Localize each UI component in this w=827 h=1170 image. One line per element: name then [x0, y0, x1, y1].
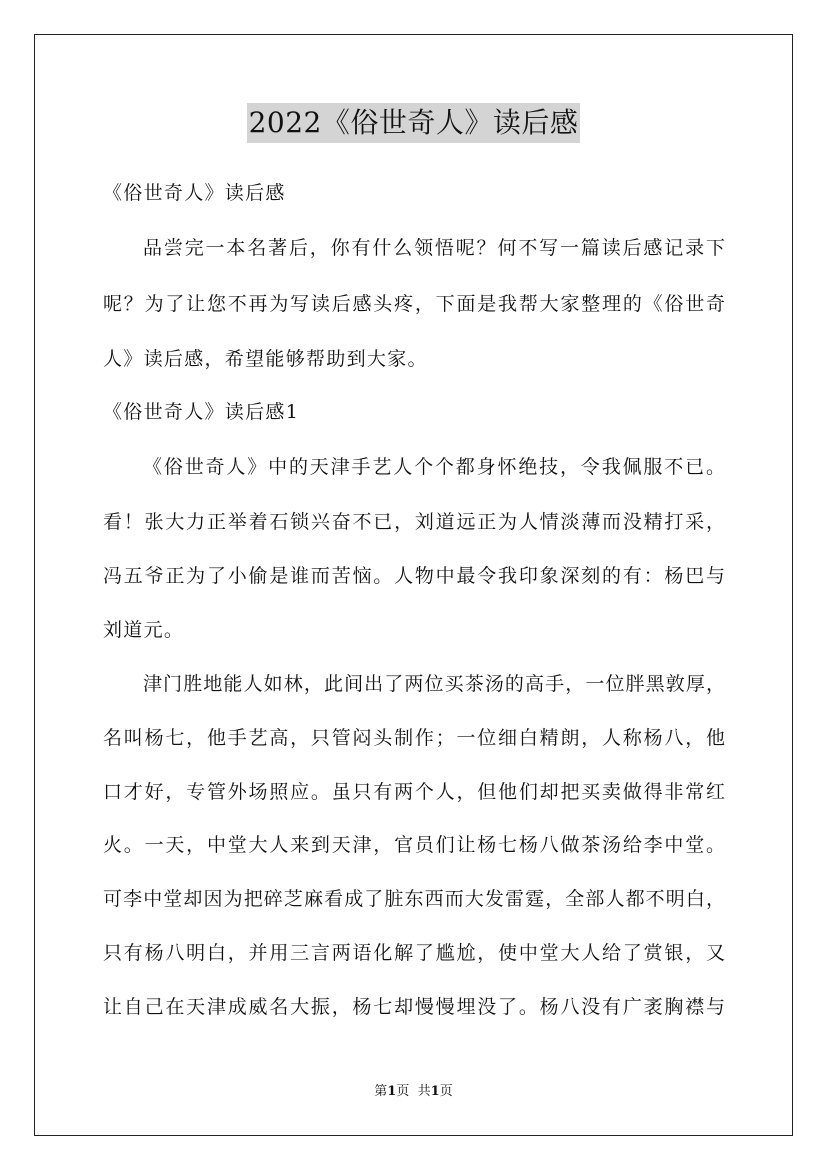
- footer-page-number: 1: [387, 1084, 397, 1099]
- paragraph-line: 让自己在天津成威名大振，杨七却慢慢埋没了。杨八没有广袤胸襟与: [103, 996, 725, 1018]
- paragraph-line: 呢？为了让您不再为写读后感头疼，下面是我帮大家整理的《俗世奇: [103, 293, 725, 315]
- paragraph-line: 看！张大力正举着石锁兴奋不已，刘道远正为人情淡薄而没精打采，: [103, 511, 725, 533]
- footer-total-pages: 1: [430, 1084, 440, 1099]
- section-heading: 《俗世奇人》读后感1: [103, 401, 300, 423]
- paragraph-line: 名叫杨七，他手艺高，只管闷头制作；一位细白精朗，人称杨八，他: [103, 727, 725, 749]
- footer-page-suffix: 页: [396, 1084, 410, 1099]
- footer-page-prefix: 第: [374, 1084, 388, 1099]
- paragraph-line: 可李中堂却因为把碎芝麻看成了脏东西而大发雷霆，全部人都不明白，: [103, 888, 725, 910]
- paragraph-line: 津门胜地能人如林，此间出了两位买茶汤的高手，一位胖黑敦厚，: [143, 673, 725, 695]
- subtitle-line: 《俗世奇人》读后感: [103, 182, 286, 204]
- footer-total-suffix: 页: [439, 1084, 453, 1099]
- paragraph-line: 口才好，专管外场照应。虽只有两个人，但他们却把买卖做得非常红: [103, 781, 725, 803]
- paragraph-line: 人》读后感，希望能够帮助到大家。: [103, 348, 428, 370]
- paragraph-line: 刘道元。: [103, 619, 185, 641]
- page-footer: [0, 1083, 827, 1101]
- title-area: [0, 103, 827, 143]
- paragraph-line: 只有杨八明白，并用三言两语化解了尴尬，使中堂大人给了赏银，又: [103, 942, 725, 964]
- paragraph-line: 品尝完一本名著后，你有什么领悟呢？何不写一篇读后感记录下: [143, 237, 725, 259]
- footer-total-prefix: 共: [417, 1084, 431, 1099]
- paragraph-line: 《俗世奇人》中的天津手艺人个个都身怀绝技，令我佩服不已。: [143, 456, 725, 478]
- paragraph-line: 火。一天，中堂大人来到天津，官员们让杨七杨八做茶汤给李中堂。: [103, 834, 725, 856]
- paragraph-line: 冯五爷正为了小偷是谁而苦恼。人物中最令我印象深刻的有：杨巴与: [103, 565, 725, 587]
- document-title: 2022《俗世奇人》读后感: [247, 103, 581, 143]
